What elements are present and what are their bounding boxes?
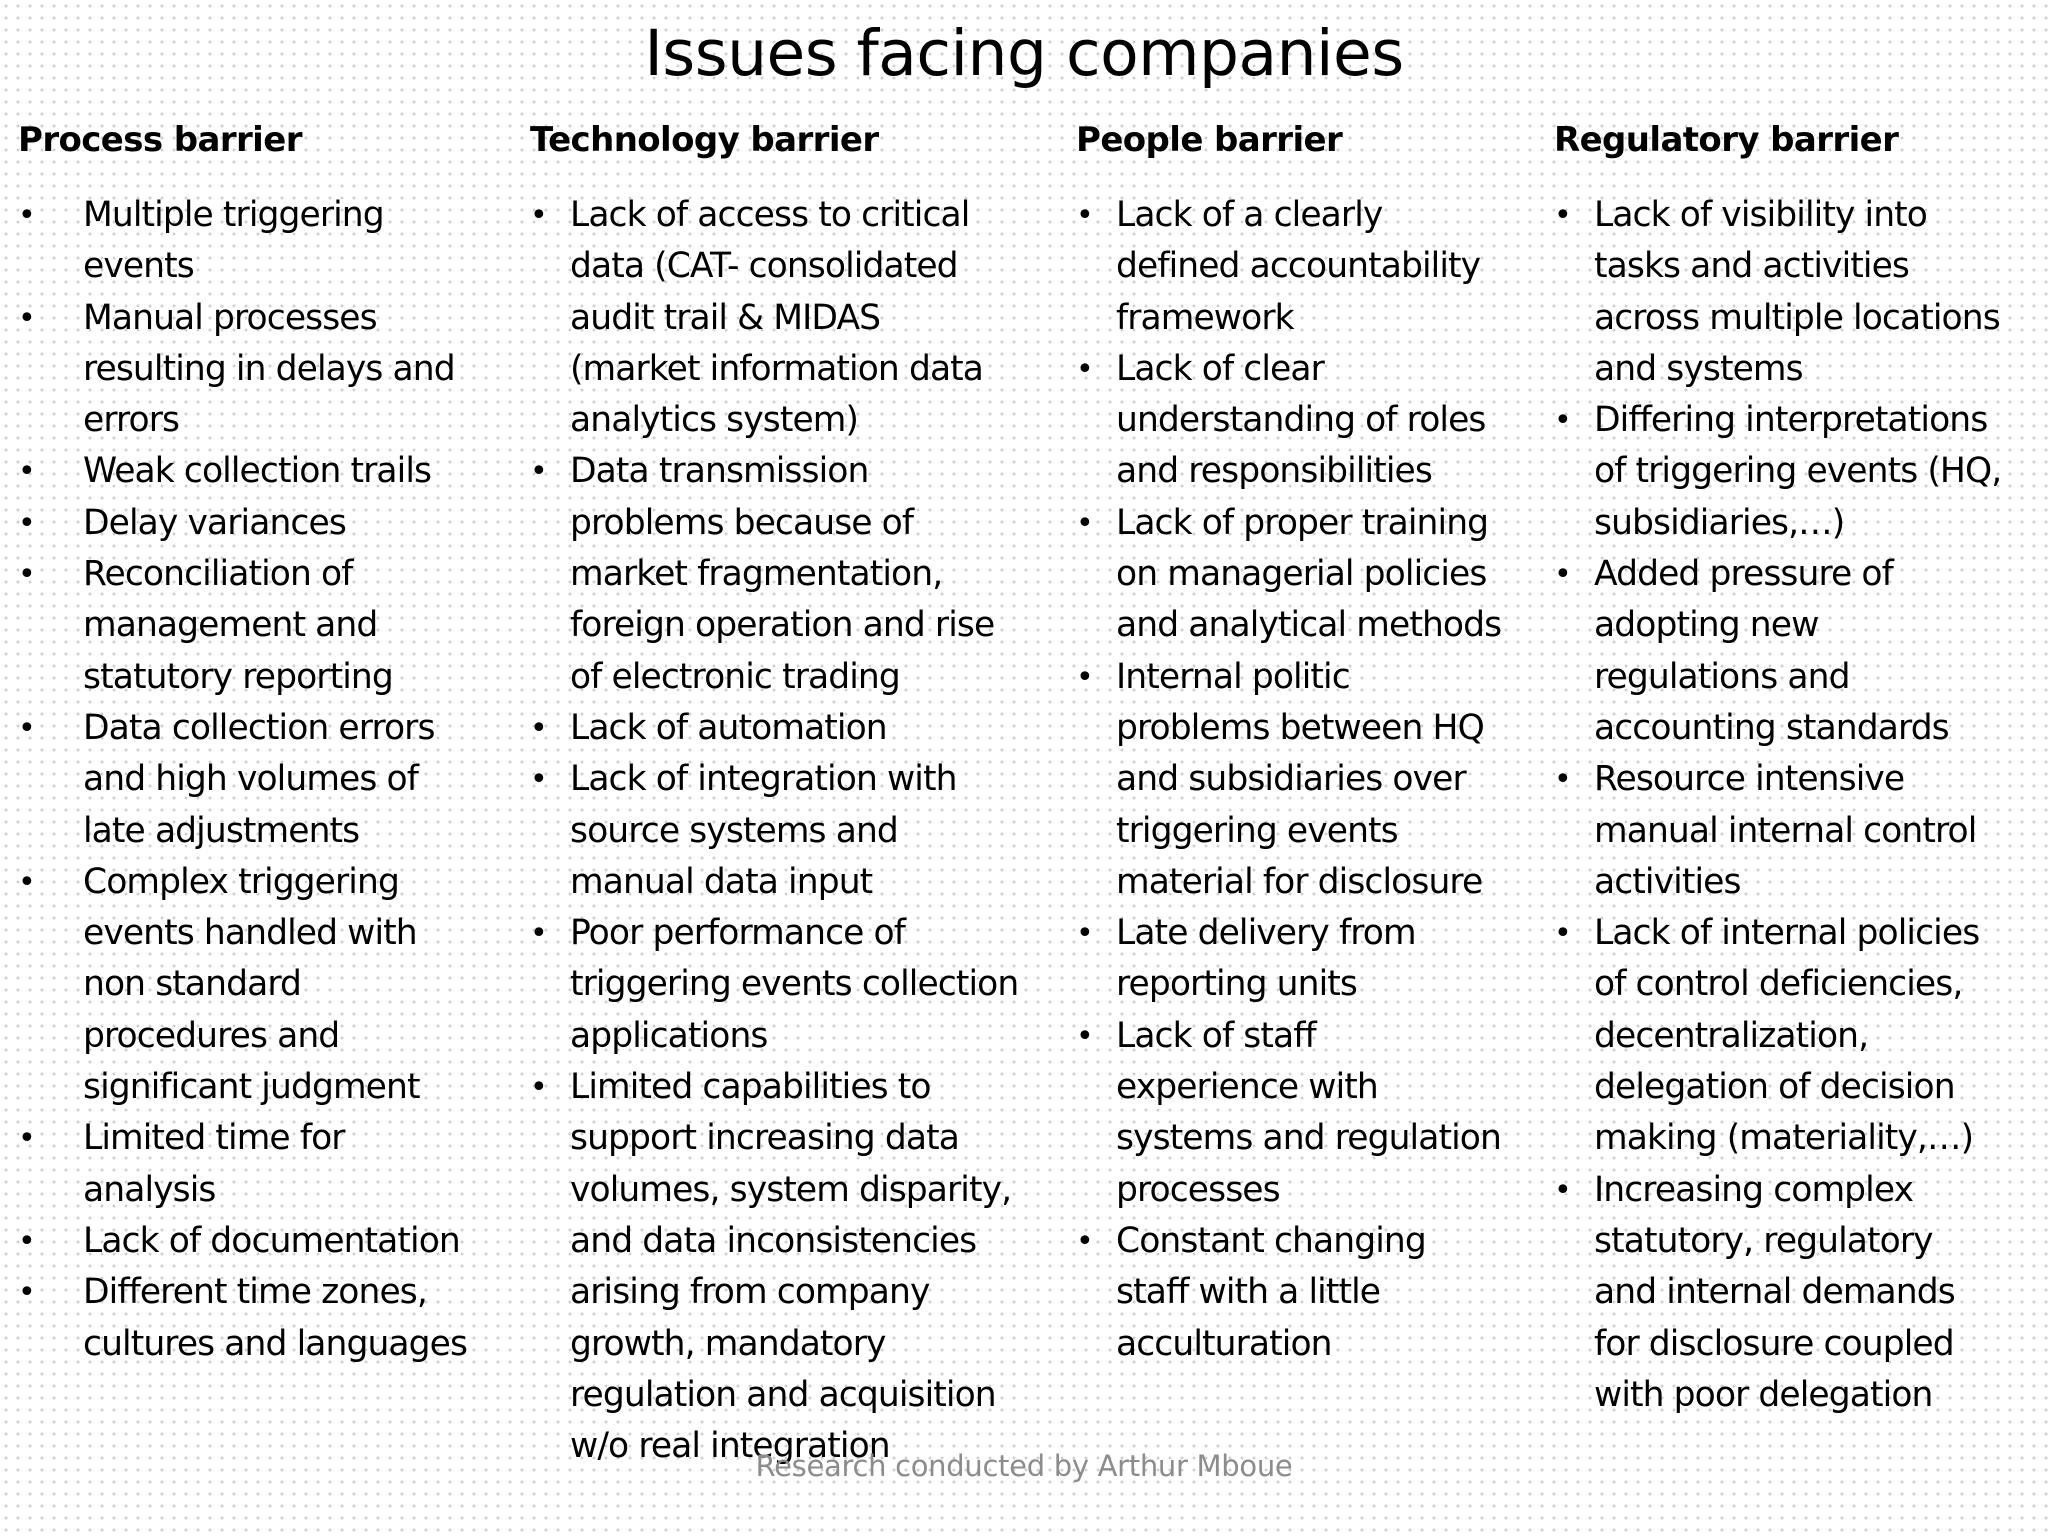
bullet-item (18, 498, 518, 549)
bullet-list (1076, 190, 1546, 1370)
bullet-text: Lack of integration with source systems and manual data input (570, 759, 957, 902)
bullet-icon: • (1554, 916, 1571, 952)
bullet-icon: • (1554, 557, 1571, 593)
bullet-item (530, 908, 1060, 1062)
bullet-icon: • (18, 710, 35, 746)
bullet-icon: • (18, 454, 35, 490)
bullet-icon: • (18, 300, 35, 336)
bullet-text: Lack of internal policies of control deficiencies, decentralization, delegation of decision making (materiality,…) (1594, 913, 1980, 1159)
bullet-icon: • (1554, 198, 1571, 233)
column-process-barrier (18, 116, 518, 1370)
bullet-item (1076, 908, 1546, 1011)
bullet-item (1554, 549, 2044, 754)
bullet-text: Added pressure of adopting new regulations and accounting standards (1594, 554, 1949, 748)
bullet-text: Lack of a clearly defined accountability framework (1116, 195, 1481, 338)
column-regulatory-barrier (1554, 116, 2044, 1421)
bullet-text: Delay variances (83, 502, 346, 543)
bullet-item (1076, 190, 1546, 344)
bullet-item (1554, 908, 2044, 1164)
bullet-item (18, 1113, 518, 1216)
bullet-text: Reconciliation of management and statutory reporting (83, 554, 393, 697)
bullet-item (18, 857, 518, 1113)
bullet-item (1554, 754, 2044, 908)
slide-title: Issues facing companies (644, 17, 1404, 90)
bullet-item (1554, 190, 2044, 395)
bullet-icon: • (1076, 351, 1093, 387)
bullet-text: Lack of visibility into tasks and activities across multiple locations and systems (1594, 195, 2000, 389)
bullet-icon: • (18, 1121, 35, 1157)
bullet-icon: • (1076, 1018, 1093, 1054)
bullet-icon: • (1554, 762, 1571, 798)
bullet-item (1076, 652, 1546, 908)
bullet-text: Lack of access to critical data (CAT- consolidated audit trail & MIDAS (market information data analytics system) (570, 195, 984, 441)
column-technology-barrier (530, 116, 1060, 1472)
bullet-icon: • (18, 1275, 35, 1311)
bullet-item (530, 703, 1060, 754)
bullet-item (530, 754, 1060, 908)
column-heading: People barrier (1076, 120, 1343, 160)
bullet-list (18, 190, 518, 1370)
bullet-text: Resource intensive manual internal control activities (1594, 759, 1977, 902)
bullet-text: Data collection errors and high volumes of late adjustments (83, 707, 435, 851)
bullet-item (530, 446, 1060, 702)
bullet-text: Late delivery from reporting units (1116, 913, 1416, 1005)
column-heading: Process barrier (18, 120, 302, 160)
bullet-text: Lack of automation (570, 707, 887, 748)
bullet-text: Different time zones, cultures and languages (83, 1272, 468, 1364)
bullet-item (18, 549, 518, 703)
bullet-text: Lack of staff experience with systems and regulation processes (1116, 1015, 1501, 1210)
bullet-icon: • (18, 505, 35, 541)
bullet-item (1076, 498, 1546, 652)
bullet-icon: • (530, 1070, 547, 1106)
bullet-text: Lack of documentation (83, 1220, 460, 1261)
bullet-text: Weak collection trails (83, 451, 432, 492)
footer-credit: Research conducted by Arthur Mboue (755, 1449, 1293, 1483)
bullet-text: Lack of proper training on managerial policies and analytical methods (1116, 502, 1502, 646)
bullet-icon: • (1076, 1223, 1093, 1259)
bullet-icon: • (1076, 659, 1093, 695)
bullet-item (1076, 1216, 1546, 1370)
bullet-list (530, 190, 1060, 1472)
bullet-text: Poor performance of triggering events collection applications (570, 913, 1019, 1056)
bullet-item (18, 446, 518, 497)
bullet-text: Multiple triggering events (83, 195, 384, 287)
bullet-icon: • (18, 1223, 35, 1259)
bullet-item (530, 1062, 1060, 1472)
bullet-item (18, 293, 518, 447)
column-heading: Technology barrier (530, 120, 879, 160)
bullet-icon: • (1076, 916, 1093, 952)
bullet-text: Increasing complex statutory, regulatory and internal demands for disclosure coupled with poor delegation (1594, 1169, 1955, 1415)
column-heading: Regulatory barrier (1554, 120, 1899, 160)
bullet-icon: • (530, 916, 547, 952)
bullet-item (1076, 344, 1546, 498)
bullet-text: Manual processes resulting in delays and errors (83, 297, 455, 441)
bullet-text: Constant changing staff with a little acculturation (1116, 1220, 1426, 1364)
bullet-text: Lack of clear understanding of roles and responsibilities (1116, 348, 1486, 492)
bullet-text: Limited capabilities to support increasing data volumes, system disparity, and data inconsistencies arising from company growth, mandatory regulation and acquisition w/o real integration (570, 1067, 1012, 1467)
bullet-icon: • (530, 454, 547, 490)
bullet-icon: • (18, 864, 35, 900)
bullet-item (1554, 395, 2044, 549)
bullet-item (18, 1216, 518, 1267)
bullet-icon: • (18, 557, 35, 593)
bullet-item (1076, 1011, 1546, 1216)
bullet-text: Limited time for analysis (83, 1118, 345, 1210)
bullet-text: Complex triggering events handled with non standard procedures and significant judgment (83, 861, 420, 1108)
bullet-item (1554, 1165, 2044, 1421)
bullet-item (530, 190, 1060, 446)
bullet-icon: • (1554, 403, 1571, 439)
column-people-barrier (1076, 116, 1546, 1370)
bullet-text: Differing interpretations of triggering events (HQ, subsidiaries,…) (1594, 400, 2002, 543)
bullet-list (1554, 190, 2044, 1421)
bullet-icon: • (530, 762, 547, 798)
bullet-icon: • (1076, 198, 1093, 233)
bullet-icon: • (1554, 1172, 1571, 1208)
bullet-text: Data transmission problems because of market fragmentation, foreign operation and rise of electronic trading (570, 451, 995, 697)
bullet-icon: • (530, 710, 547, 746)
bullet-text: Internal politic problems between HQ and subsidiaries over triggering events material for disclosure (1116, 656, 1484, 902)
bullet-icon: • (530, 198, 547, 233)
bullet-item (18, 190, 518, 293)
bullet-item (18, 703, 518, 857)
bullet-icon: • (1076, 505, 1093, 541)
bullet-item (18, 1267, 518, 1370)
bullet-icon: • (18, 198, 35, 233)
